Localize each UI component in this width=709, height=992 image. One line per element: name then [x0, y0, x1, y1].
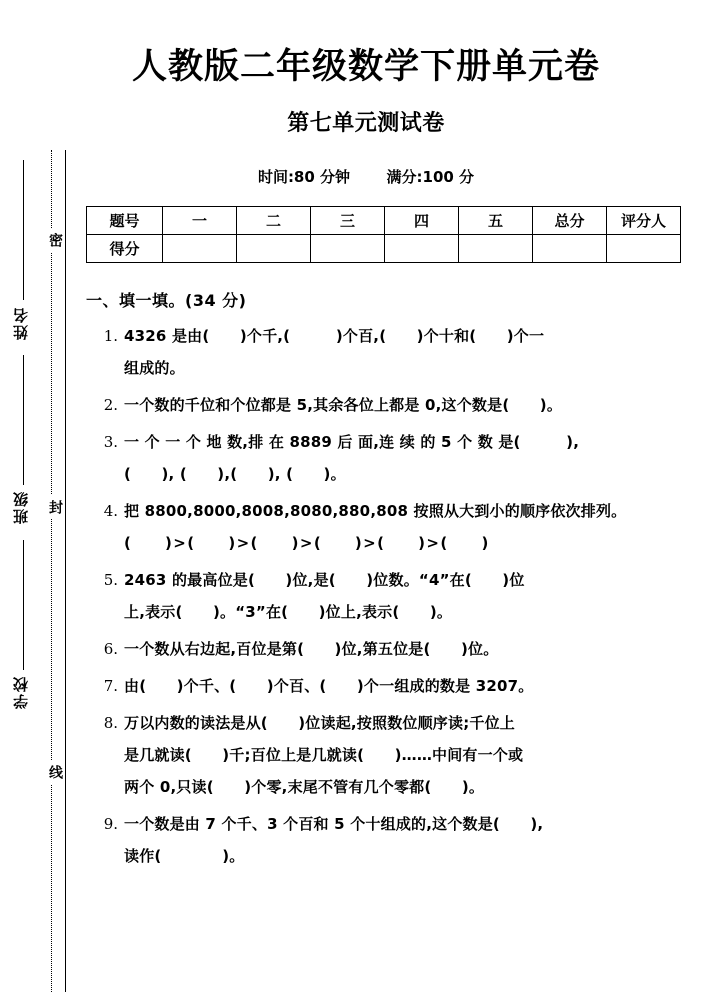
score-cell-section-2[interactable]: [237, 235, 311, 263]
question-2-body: [124, 389, 696, 421]
field-label-school: 学校: [12, 675, 30, 709]
school-answer-rule[interactable]: [23, 540, 24, 670]
question-4-body: [124, 495, 696, 559]
question-6-line-1: 一个数从右边起,百位是第( )位,第五位是( )位。: [124, 640, 499, 658]
score-cell-section-4[interactable]: [385, 235, 459, 263]
table-cell-grader: 评分人: [607, 207, 681, 235]
question-6-number: 6.: [103, 640, 118, 658]
table-row-scores: [87, 235, 681, 263]
exam-meta: [66, 166, 666, 187]
question-1-body: [124, 320, 696, 384]
score-cell-total[interactable]: [533, 235, 607, 263]
section-heading: 一、填一填。(34 分): [86, 291, 247, 310]
class-answer-rule[interactable]: [23, 355, 24, 485]
question-3: [86, 426, 696, 490]
question-1-line-1: 4326 是由( )个千,( )个百,( )个十和( )个一: [124, 327, 545, 345]
question-3-line-2: ( ), ( ),( ), ( )。: [124, 465, 346, 483]
question-6-body: [124, 633, 696, 665]
exam-total-score-label: 满分:100 分: [386, 168, 475, 186]
question-7-number: 7.: [103, 677, 118, 695]
score-cell-section-1[interactable]: [163, 235, 237, 263]
question-5-line-2: 上,表示( )。“3”在( )位上,表示( )。: [124, 603, 453, 621]
table-cell-total: 总分: [533, 207, 607, 235]
page-subtitle: 第七单元测试卷: [287, 111, 445, 136]
question-7-body: [124, 670, 696, 702]
question-6: [86, 633, 696, 665]
question-1-number: 1.: [103, 327, 118, 345]
score-table: [86, 206, 681, 263]
table-row-question-numbers: [87, 207, 681, 235]
question-3-number: 3.: [103, 433, 118, 451]
question-5-number: 5.: [103, 571, 118, 589]
question-4-number: 4.: [103, 502, 118, 520]
page-title: 人教版二年级数学下册单元卷: [131, 47, 600, 87]
seal-char-feng: 封: [42, 495, 62, 519]
question-5-line-1: 2463 的最高位是( )位,是( )位数。“4”在( )位: [124, 571, 525, 589]
question-4: [86, 495, 696, 559]
question-3-body: [124, 426, 696, 490]
table-cell-section-1: 一: [163, 207, 237, 235]
question-9: [86, 808, 696, 872]
name-answer-rule[interactable]: [23, 160, 24, 300]
question-8-line-1: 万以内数的读法是从( )位读起,按照数位顺序读;千位上: [124, 714, 516, 732]
question-9-number: 9.: [103, 815, 118, 833]
question-9-line-1: 一个数是由 7 个千、3 个百和 5 个十组成的,这个数是( ),: [124, 815, 544, 833]
exam-time-label: 时间:80 分钟: [257, 168, 351, 186]
question-1-line-2: 组成的。: [124, 359, 185, 377]
margin-sealing-strip: [0, 0, 66, 992]
row-header-question-number: 题号: [87, 207, 163, 235]
question-1: [86, 320, 696, 384]
question-8-line-2: 是几就读( )千;百位上是几就读( )……中间有一个或: [124, 746, 524, 764]
question-8: [86, 707, 696, 803]
row-header-score: 得分: [87, 235, 163, 263]
question-8-body: [124, 707, 696, 803]
score-cell-section-5[interactable]: [459, 235, 533, 263]
table-cell-section-4: 四: [385, 207, 459, 235]
question-9-line-2: 读作( )。: [124, 847, 245, 865]
field-label-name: 姓名: [12, 306, 30, 340]
seal-char-mi: 密: [42, 228, 62, 252]
question-8-number: 8.: [103, 714, 118, 732]
seal-char-xian: 线: [42, 760, 62, 784]
score-cell-section-3[interactable]: [311, 235, 385, 263]
question-5: [86, 564, 696, 628]
question-7-line-1: 由( )个千、( )个百、( )个一组成的数是 3207。: [124, 677, 534, 695]
section-fill-in-blanks: [86, 288, 696, 877]
question-2-line-1: 一个数的千位和个位都是 5,其余各位上都是 0,这个数是( )。: [124, 396, 563, 414]
question-4-line-1: 把 8800,8000,8008,8080,880,808 按照从大到小的顺序依次排列。: [124, 502, 627, 520]
question-9-body: [124, 808, 696, 872]
question-5-body: [124, 564, 696, 628]
seal-dotted-line: [51, 150, 52, 992]
exam-paper-content: [66, 0, 709, 992]
question-7: [86, 670, 696, 702]
question-2: [86, 389, 696, 421]
score-cell-grader[interactable]: [607, 235, 681, 263]
table-cell-section-2: 二: [237, 207, 311, 235]
question-4-line-2: ( )>( )>( )>( )>( )>( ): [124, 534, 490, 552]
table-cell-section-5: 五: [459, 207, 533, 235]
table-cell-section-3: 三: [311, 207, 385, 235]
question-3-line-1: 一 个 一 个 地 数,排 在 8889 后 面,连 续 的 5 个 数 是( ),: [124, 433, 580, 451]
question-8-line-3: 两个 0,只读( )个零,末尾不管有几个零都( )。: [124, 778, 485, 796]
field-label-class: 班级: [12, 490, 30, 524]
question-2-number: 2.: [103, 396, 118, 414]
